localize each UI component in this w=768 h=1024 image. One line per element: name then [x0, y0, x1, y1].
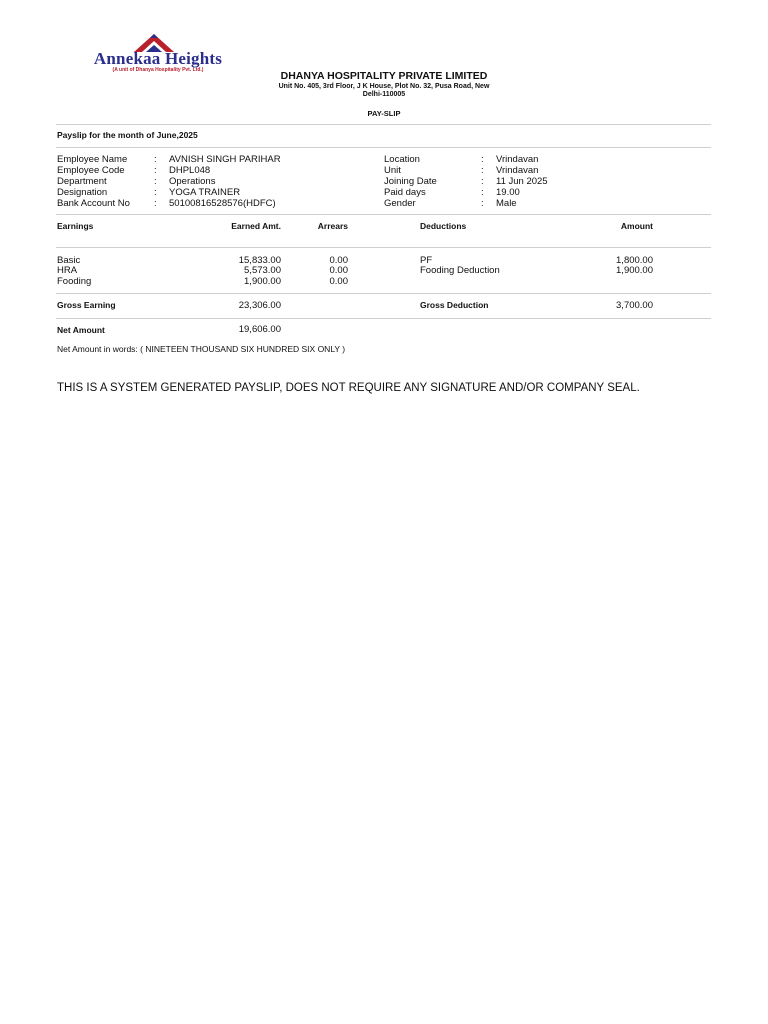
separator: : — [154, 176, 157, 187]
employee-code-value: DHPL048 — [169, 165, 211, 176]
earned-amt-header: Earned Amt. — [231, 221, 281, 231]
deductions-header: Deductions — [420, 221, 467, 231]
amount-header: Amount — [620, 221, 653, 231]
net-amount-label: Net Amount — [57, 325, 105, 335]
unit-value: Vrindavan — [496, 165, 539, 176]
location-label: Location — [384, 154, 420, 165]
earning-amount: 5,573.00 — [244, 265, 281, 276]
employee-name-value: AVNISH SINGH PARIHAR — [169, 154, 281, 165]
divider — [56, 147, 711, 148]
separator: : — [481, 176, 484, 187]
paid-days-label: Paid days — [384, 187, 426, 198]
divider — [56, 247, 711, 248]
gross-deduction-label: Gross Deduction — [420, 300, 489, 310]
bank-account-label: Bank Account No — [57, 198, 130, 209]
separator: : — [481, 198, 484, 209]
separator: : — [154, 165, 157, 176]
designation-value: YOGA TRAINER — [169, 187, 241, 198]
employee-code-label: Employee Code — [57, 165, 125, 176]
earning-amount: 1,900.00 — [244, 276, 281, 287]
net-amount-value: 19,606.00 — [238, 324, 281, 335]
divider — [56, 318, 711, 319]
company-address-line1: Unit No. 405, 3rd Floor, J K House, Plot No. 32, Pusa Road, New — [278, 83, 490, 90]
company-name: DHANYA HOSPITALITY PRIVATE LIMITED — [280, 70, 488, 82]
net-amount-in-words: Net Amount in words: ( NINETEEN THOUSAND SIX HUNDRED SIX ONLY ) — [57, 344, 346, 354]
joining-date-value: 11 Jun 2025 — [496, 176, 548, 187]
earnings-header: Earnings — [57, 221, 94, 231]
gross-deduction-value: 3,700.00 — [616, 300, 653, 311]
bank-account-value: 50100816528576(HDFC) — [169, 198, 276, 209]
deduction-name: PF — [420, 255, 433, 266]
department-label: Department — [57, 176, 107, 187]
deduction-amount: 1,800.00 — [616, 255, 653, 266]
location-value: Vrindavan — [496, 154, 539, 165]
deduction-amount: 1,900.00 — [616, 265, 653, 276]
system-generated-note: THIS IS A SYSTEM GENERATED PAYSLIP, DOES NOT REQUIRE ANY SIGNATURE AND/OR COMPANY SEAL. — [57, 382, 640, 394]
document-title: PAY-SLIP — [367, 109, 401, 118]
earning-arrears: 0.00 — [329, 276, 348, 287]
designation-label: Designation — [57, 187, 108, 198]
logo-tagline: (A unit of Dhanya Hospitality Pvt. Ltd.) — [112, 67, 204, 73]
employee-name-label: Employee Name — [57, 154, 128, 165]
arrears-header: Arrears — [317, 221, 348, 231]
earning-name: Basic — [57, 255, 81, 266]
unit-label: Unit — [384, 165, 401, 176]
separator: : — [481, 187, 484, 198]
earning-amount: 15,833.00 — [238, 255, 281, 266]
separator: : — [154, 187, 157, 198]
department-value: Operations — [169, 176, 216, 187]
logo-brand-name: Annekaa Heights — [93, 49, 223, 68]
earning-name: HRA — [57, 265, 78, 276]
paid-days-value: 19.00 — [496, 187, 520, 198]
separator: : — [154, 154, 157, 165]
gender-label: Gender — [384, 198, 416, 209]
divider — [56, 293, 711, 294]
gender-value: Male — [496, 198, 517, 209]
joining-date-label: Joining Date — [384, 176, 437, 187]
divider — [56, 124, 711, 125]
earning-name: Fooding — [57, 276, 92, 287]
separator: : — [481, 165, 484, 176]
divider — [56, 214, 711, 215]
separator: : — [154, 198, 157, 209]
gross-earning-value: 23,306.00 — [238, 300, 281, 311]
company-address-line2: Delhi-110005 — [362, 91, 406, 98]
earning-arrears: 0.00 — [329, 265, 348, 276]
deduction-name: Fooding Deduction — [420, 265, 500, 276]
separator: : — [481, 154, 484, 165]
gross-earning-label: Gross Earning — [57, 300, 116, 310]
earning-arrears: 0.00 — [329, 255, 348, 266]
payslip-period: Payslip for the month of June,2025 — [57, 130, 198, 140]
